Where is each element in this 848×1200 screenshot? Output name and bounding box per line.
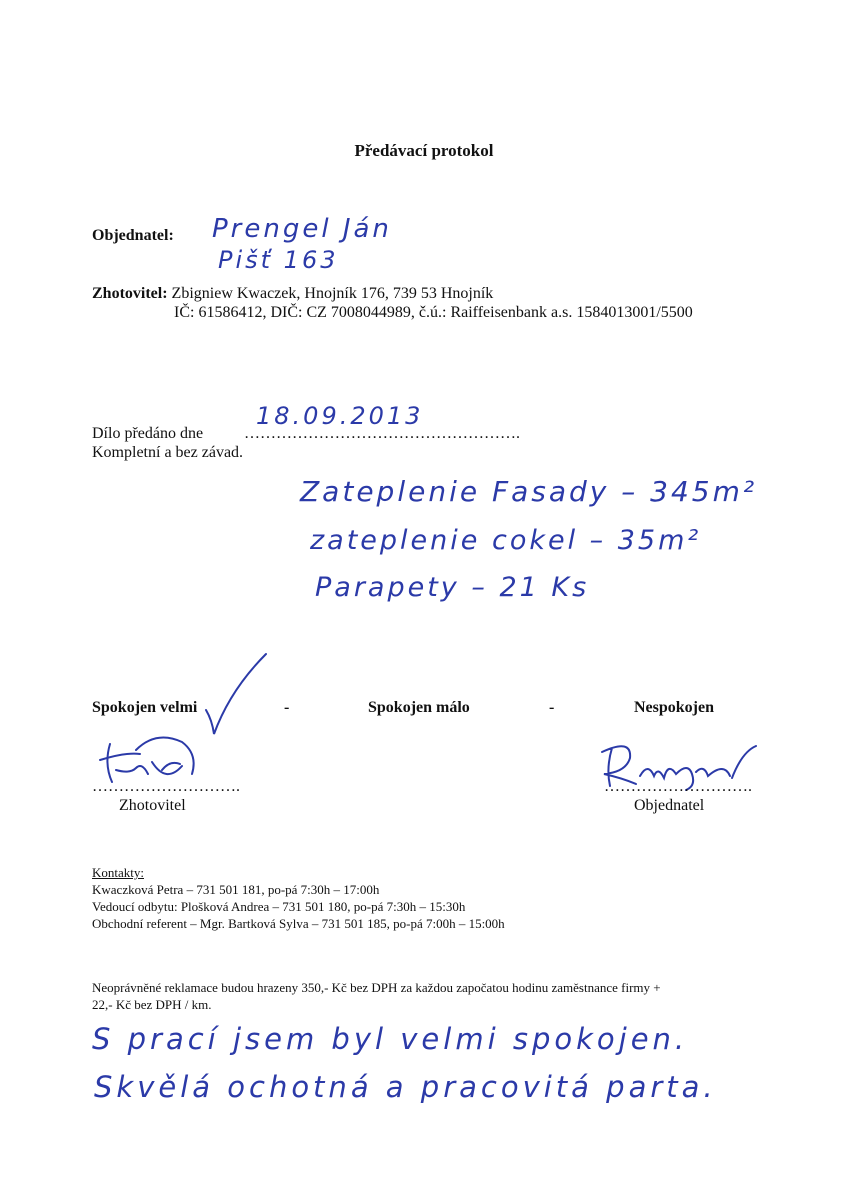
- handwritten-item: Zateplenie Fasady – 345m²: [300, 475, 758, 508]
- handwritten-comment: Skvělá ochotná a pracovitá parta.: [94, 1070, 717, 1104]
- objednatel-label-text: Objednatel: [92, 227, 169, 244]
- option-little-satisfied: Spokojen málo: [368, 699, 470, 716]
- objednatel-colon: :: [168, 227, 174, 244]
- contractor-label: Zhotovitel: [119, 797, 186, 814]
- contact-line: Vedoucí odbytu: Plošková Andrea – 731 501 180, po-pá 7:30h – 15:30h: [92, 899, 466, 914]
- handwritten-customer-address: Pišť 163: [218, 246, 339, 274]
- zhotovitel-row: [92, 285, 493, 303]
- customer-signature-dots: ……………………….: [604, 778, 752, 795]
- separator-dash: -: [549, 699, 555, 716]
- contacts-heading: Kontakty:: [92, 865, 144, 880]
- objednatel-label: [92, 227, 174, 245]
- document-title: Předávací protokol: [354, 141, 494, 160]
- handover-label: Dílo předáno dne: [92, 425, 204, 442]
- zhotovitel-colon: :: [162, 285, 168, 302]
- handover-complete: Kompletní a bez závad.: [92, 444, 244, 461]
- handwritten-comment: S prací jsem byl velmi spokojen.: [92, 1022, 689, 1056]
- zhotovitel-ids: IČ: 61586412, DIČ: CZ 7008044989, č.ú.: Raiffeisenbank a.s. 1584013001/5500: [174, 304, 693, 321]
- handover-date-dots: …………………………………………….: [244, 425, 520, 442]
- handwritten-item: zateplenie cokel – 35m²: [310, 525, 702, 556]
- zhotovitel-value: Zbigniew Kwaczek, Hnojník 176, 739 53 Hnojník: [171, 285, 494, 302]
- handwritten-customer-name: Prengel Ján: [212, 214, 392, 244]
- notice-line: 22,- Kč bez DPH / km.: [92, 997, 212, 1012]
- zhotovitel-label: Zhotovitel: [92, 285, 163, 302]
- contractor-signature-dots: ……………………….: [92, 778, 240, 795]
- separator-dash: -: [284, 699, 290, 716]
- checkmark-icon: [200, 650, 272, 740]
- option-not-satisfied: Nespokojen: [634, 699, 715, 716]
- notice-line: Neoprávněné reklamace budou hrazeny 350,- Kč bez DPH za každou započatou hodinu zaměstnance firmy +: [92, 980, 661, 995]
- handwritten-handover-date: 18.09.2013: [256, 402, 424, 430]
- option-very-satisfied: Spokojen velmi: [92, 699, 198, 716]
- handwritten-item: Parapety – 21 Ks: [315, 572, 590, 603]
- contact-line: Kwaczková Petra – 731 501 181, po-pá 7:30h – 17:00h: [92, 882, 380, 897]
- contact-line: Obchodní referent – Mgr. Bartková Sylva – 731 501 185, po-pá 7:00h – 15:00h: [92, 916, 505, 931]
- customer-label: Objednatel: [634, 797, 705, 814]
